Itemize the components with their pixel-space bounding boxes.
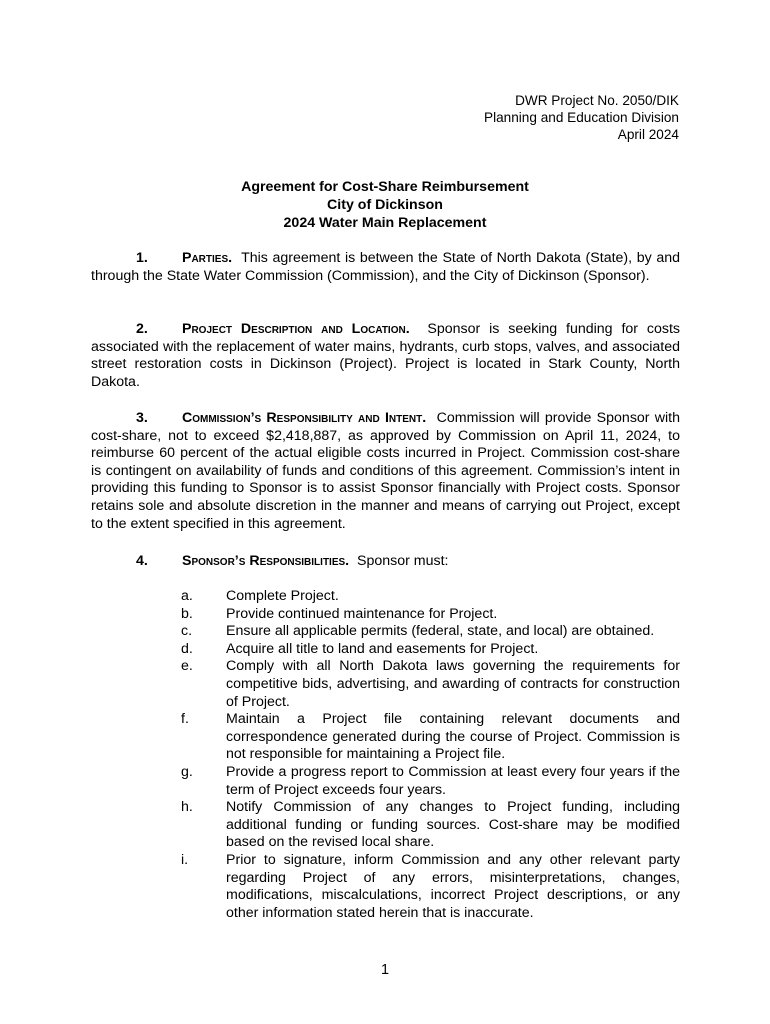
list-item-text: Acquire all title to land and easements for Project. bbox=[226, 640, 539, 657]
section-heading: Commission’s Responsibility and Intent. bbox=[182, 410, 427, 426]
division-name: Planning and Education Division bbox=[484, 110, 679, 125]
section-parties bbox=[91, 250, 680, 285]
list-item bbox=[91, 658, 680, 711]
list-item bbox=[91, 711, 680, 764]
section-number: 1. bbox=[136, 250, 148, 266]
list-item-letter: g. bbox=[181, 763, 193, 780]
section-heading: Parties. bbox=[182, 250, 233, 266]
list-item bbox=[91, 799, 680, 852]
list-item-letter: f. bbox=[181, 711, 189, 728]
list-item-text: Provide continued maintenance for Project. bbox=[226, 605, 498, 622]
title-line-3: 2024 Water Main Replacement bbox=[283, 215, 487, 231]
list-item-text: Maintain a Project file containing relevant documents and correspondence generated during the course of Project. Commission is not responsible for maintaining a Project file. bbox=[226, 711, 680, 763]
list-item-letter: e. bbox=[181, 658, 193, 675]
list-item-letter: c. bbox=[181, 623, 193, 640]
list-item bbox=[91, 623, 680, 641]
section-number: 2. bbox=[136, 321, 148, 337]
section-heading: Project Description and Location. bbox=[182, 321, 410, 337]
list-item bbox=[91, 764, 680, 799]
section-number: 3. bbox=[136, 410, 148, 426]
document-title bbox=[0, 178, 770, 232]
list-item-text: Notify Commission of any changes to Project funding, including additional funding or funding sources. Cost-share may be modified based on the revised local share. bbox=[226, 799, 680, 851]
page-number: 1 bbox=[380, 962, 390, 978]
list-item-text: Comply with all North Dakota laws governing the requirements for competitive bids, advertising, and awarding of contracts for construction of Project. bbox=[226, 658, 680, 710]
list-item-letter: h. bbox=[181, 799, 193, 816]
section-text: Sponsor must: bbox=[357, 553, 449, 569]
list-item bbox=[91, 588, 680, 606]
list-item-letter: d. bbox=[181, 640, 193, 657]
title-line-1: Agreement for Cost-Share Reimbursement bbox=[241, 179, 529, 195]
list-item bbox=[91, 606, 680, 624]
section-text: Sponsor is seeking funding for costs associated with the replacement of water mains, hydrants, curb stops, valves, and associated street restoration costs in Dickinson (Project). Project is located in Stark County, North Dakota. bbox=[91, 321, 680, 390]
responsibilities-list bbox=[91, 588, 680, 922]
list-item-text: Ensure all applicable permits (federal, state, and local) are obtained. bbox=[226, 623, 655, 640]
section-text: Commission will provide Sponsor with cost-share, not to exceed $2,418,887, as approved by Commission on April 11, 2024, to reimburse 60 percent of the actual eligible costs incurred in Project. Commission cost-share is contingent on availability of funds and conditions of this agreement. Commission’s intent in providing this funding to Sponsor is to assist Sponsor financially with Project costs. Sponsor retains sole and absolute discretion in the manner and means of carrying out Project, except to the extent specified in this agreement. bbox=[91, 410, 680, 532]
list-item-letter: i. bbox=[181, 851, 189, 868]
section-text: This agreement is between the State of North Dakota (State), by and through the State Water Commission (Commission), and the City of Dickinson (Sponsor). bbox=[91, 250, 680, 284]
section-sponsor-responsibilities bbox=[91, 553, 680, 571]
list-item-letter: a. bbox=[181, 588, 193, 604]
section-number: 4. bbox=[136, 553, 148, 569]
list-item-letter: b. bbox=[181, 605, 193, 622]
document-date: April 2024 bbox=[617, 127, 679, 142]
section-commission-responsibility bbox=[91, 410, 680, 533]
section-heading: Sponsor’s Responsibilities. bbox=[182, 553, 350, 569]
document-header bbox=[484, 92, 679, 143]
list-item bbox=[91, 641, 680, 659]
list-item-text: Complete Project. bbox=[226, 588, 339, 604]
section-project-description bbox=[91, 321, 680, 391]
list-item bbox=[91, 852, 680, 922]
title-line-2: City of Dickinson bbox=[327, 197, 443, 213]
project-number: DWR Project No. 2050/DIK bbox=[515, 93, 679, 108]
list-item-text: Provide a progress report to Commission at least every four years if the term of Project exceeds four years. bbox=[226, 763, 680, 798]
list-item-text: Prior to signature, inform Commission and any other relevant party regarding Project of any errors, misinterpretations, changes, modifications, miscalculations, incorrect Project descriptions, or any other information stated herein that is inaccurate. bbox=[226, 851, 680, 921]
